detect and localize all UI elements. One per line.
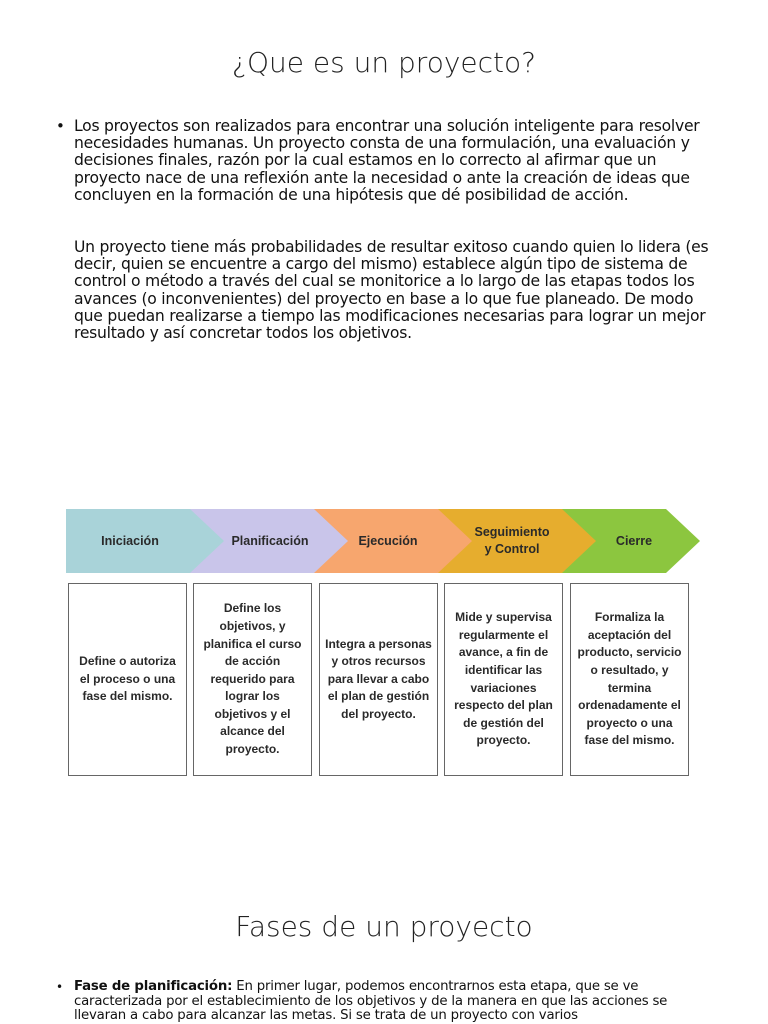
term-text: En primer lugar, podemos encontrarnos esta etapa, que se ve caracterizada por el establecimiento de los objetivos y de la manera en que las acciones se llevaran a cabo para alcanzar las metas. Si se trata de un proyecto con varios	[74, 979, 668, 1023]
bullet-marker: •	[56, 980, 64, 994]
phase-label-ejecucion: Ejecución	[358, 534, 418, 548]
phase-desc-ejecucion: Integra a personas y otros recursos para llevar a cabo el plan de gestión del proyecto.	[319, 583, 438, 776]
section-title: Fases de un proyecto	[235, 910, 533, 943]
bullet-marker: •	[56, 117, 65, 135]
phase-label-iniciacion: Iniciación	[101, 534, 159, 548]
paragraph-control: Un proyecto tiene más probabilidades de resultar exitoso cuando quien lo lidera (es decir, quien se encuentre a cargo del mismo) establece algún tipo de sistema de control o método a través del cual se monitorice a lo largo de las etapas todos los avances (o inconvenientes) del proyecto en base a lo que fue planeado. De modo que puedan realizarse a tiempo las modificaciones necesarias para lograr un mejor resultado y así concretar todos los objetivos.	[74, 238, 709, 343]
phase-desc-iniciacion: Define o autoriza el proceso o una fase del mismo.	[68, 583, 187, 776]
phase-desc-cierre: Formaliza la aceptación del producto, servicio o resultado, y termina ordenadamente el proyecto o una fase del mismo.	[570, 583, 689, 776]
project-phases-diagram	[66, 507, 702, 787]
paragraph-fase-planificacion	[74, 980, 714, 1024]
phase-label-planificacion: Planificación	[231, 534, 309, 548]
phase-desc-seguimiento: Mide y supervisa regularmente el avance, a fin de identificar las variaciones respecto del plan de gestión del proyecto.	[444, 583, 563, 776]
term-label: Fase de planificación:	[74, 979, 233, 994]
page-title: ¿Que es un proyecto?	[232, 46, 536, 79]
phase-label-seguimiento: Seguimiento y Control	[474, 525, 550, 556]
phase-label-cierre: Cierre	[615, 534, 653, 548]
paragraph-intro: Los proyectos son realizados para encontrar una solución inteligente para resolver necesidades humanas. Un proyecto consta de una formulación, una evaluación y decisiones finales, razón por la cual estamos en lo correcto al afirmar que un proyecto nace de una reflexión ante la necesidad o ante la creación de ideas que concluyen en la formación de una hipótesis que dé posibilidad de acción.	[74, 117, 700, 204]
phase-desc-planificacion: Define los objetivos, y planifica el curso de acción requerido para lograr los objetivos y el alcance del proyecto.	[193, 583, 312, 776]
